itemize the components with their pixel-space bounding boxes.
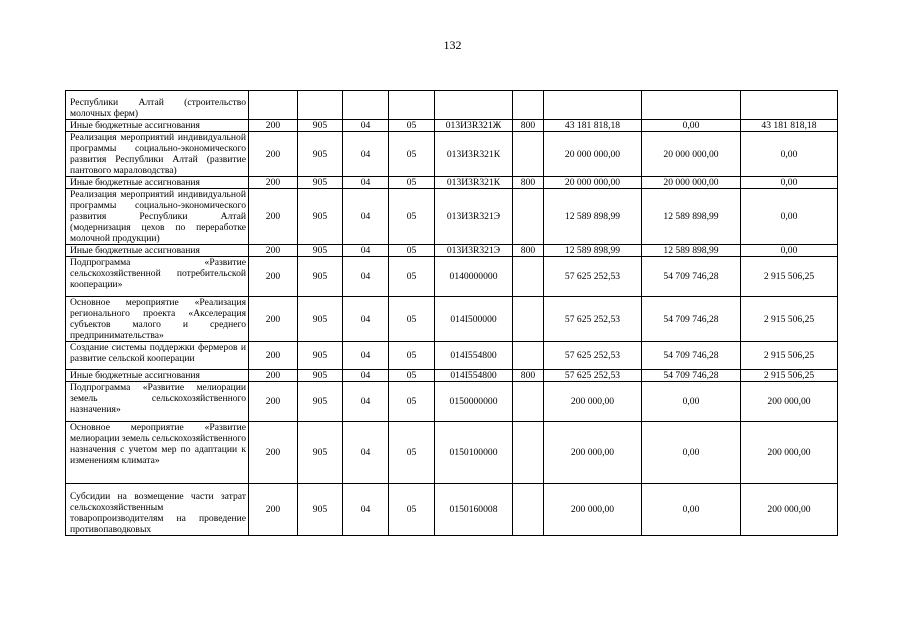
target-article-code-cell: 013И3R321Э xyxy=(435,189,513,245)
table-row xyxy=(66,342,838,370)
expense-type-code-cell xyxy=(513,257,544,297)
grbs-code-cell: 200 xyxy=(249,257,298,297)
row-name-cell: Создание системы поддержки фермеров и развитие сельской кооперации xyxy=(66,342,249,370)
section-code-cell: 04 xyxy=(343,189,389,245)
section-code-cell: 04 xyxy=(343,245,389,257)
dept-code-cell: 905 xyxy=(298,257,343,297)
expense-type-code-cell: 800 xyxy=(513,245,544,257)
dept-code-cell: 905 xyxy=(298,132,343,177)
subsection-code-cell: 05 xyxy=(389,132,435,177)
amount-col-2-cell: 54 709 746,28 xyxy=(642,297,741,342)
amount-col-1-cell: 200 000,00 xyxy=(544,484,642,536)
section-code-cell: 04 xyxy=(343,484,389,536)
row-name-cell: Реализация мероприятий индивидуальной программы социально-экономического развития Республики Алтай (модернизация цехов по переработке молочной продукции) xyxy=(66,189,249,245)
amount-col-2-cell: 54 709 746,28 xyxy=(642,342,741,370)
expense-type-code-cell xyxy=(513,189,544,245)
subsection-code-cell xyxy=(389,91,435,120)
amount-col-3-cell: 2 915 506,25 xyxy=(741,342,838,370)
expense-type-code-cell xyxy=(513,422,544,484)
expense-type-code-cell xyxy=(513,297,544,342)
amount-col-3-cell: 2 915 506,25 xyxy=(741,297,838,342)
table-row xyxy=(66,120,838,132)
subsection-code-cell: 05 xyxy=(389,484,435,536)
amount-col-2-cell: 0,00 xyxy=(642,484,741,536)
row-name-cell: Иные бюджетные ассигнования xyxy=(66,177,249,189)
target-article-code-cell: 0150100000 xyxy=(435,422,513,484)
grbs-code-cell: 200 xyxy=(249,177,298,189)
row-name-cell: Основное мероприятие «Развитие мелиорации земель сельскохозяйственного назначения с учетом мер по адаптации к изменениям климата» xyxy=(66,422,249,484)
amount-col-3-cell: 0,00 xyxy=(741,177,838,189)
section-code-cell xyxy=(343,91,389,120)
target-article-code-cell: 0140000000 xyxy=(435,257,513,297)
row-name-cell: Иные бюджетные ассигнования xyxy=(66,245,249,257)
table-row xyxy=(66,132,838,177)
row-name-cell: Подпрограмма «Развитие сельскохозяйственной потребительской кооперации» xyxy=(66,257,249,297)
target-article-code-cell xyxy=(435,91,513,120)
target-article-code-cell: 014I554800 xyxy=(435,342,513,370)
grbs-code-cell: 200 xyxy=(249,484,298,536)
section-code-cell: 04 xyxy=(343,257,389,297)
amount-col-1-cell: 43 181 818,18 xyxy=(544,120,642,132)
grbs-code-cell: 200 xyxy=(249,422,298,484)
row-name-cell: Республики Алтай (строительство молочных ферм) xyxy=(66,91,249,120)
subsection-code-cell: 05 xyxy=(389,422,435,484)
subsection-code-cell: 05 xyxy=(389,189,435,245)
amount-col-1-cell: 57 625 252,53 xyxy=(544,257,642,297)
amount-col-2-cell xyxy=(642,91,741,120)
section-code-cell: 04 xyxy=(343,382,389,422)
amount-col-2-cell: 12 589 898,99 xyxy=(642,189,741,245)
section-code-cell: 04 xyxy=(343,177,389,189)
target-article-code-cell: 014I554800 xyxy=(435,370,513,382)
table-row xyxy=(66,297,838,342)
section-code-cell: 04 xyxy=(343,132,389,177)
amount-col-2-cell: 20 000 000,00 xyxy=(642,132,741,177)
amount-col-3-cell: 2 915 506,25 xyxy=(741,370,838,382)
table-row xyxy=(66,257,838,297)
dept-code-cell: 905 xyxy=(298,120,343,132)
amount-col-1-cell: 20 000 000,00 xyxy=(544,132,642,177)
subsection-code-cell: 05 xyxy=(389,297,435,342)
row-name-cell: Иные бюджетные ассигнования xyxy=(66,120,249,132)
grbs-code-cell: 200 xyxy=(249,120,298,132)
grbs-code-cell: 200 xyxy=(249,297,298,342)
amount-col-3-cell: 0,00 xyxy=(741,245,838,257)
section-code-cell: 04 xyxy=(343,422,389,484)
grbs-code-cell: 200 xyxy=(249,189,298,245)
table-row xyxy=(66,91,838,120)
subsection-code-cell: 05 xyxy=(389,342,435,370)
amount-col-1-cell: 57 625 252,53 xyxy=(544,342,642,370)
table-row xyxy=(66,370,838,382)
table-row xyxy=(66,422,838,484)
row-name-cell: Субсидии на возмещение части затрат сельскохозяйственным товаропроизводителям на проведение противопаводковых xyxy=(66,484,249,536)
amount-col-2-cell: 54 709 746,28 xyxy=(642,370,741,382)
expense-type-code-cell: 800 xyxy=(513,120,544,132)
expense-type-code-cell xyxy=(513,342,544,370)
amount-col-3-cell: 200 000,00 xyxy=(741,422,838,484)
target-article-code-cell: 013И3R321Ж xyxy=(435,120,513,132)
grbs-code-cell: 200 xyxy=(249,382,298,422)
section-code-cell: 04 xyxy=(343,370,389,382)
table-body xyxy=(66,91,838,536)
expense-type-code-cell: 800 xyxy=(513,177,544,189)
amount-col-1-cell: 20 000 000,00 xyxy=(544,177,642,189)
expense-type-code-cell xyxy=(513,382,544,422)
amount-col-2-cell: 0,00 xyxy=(642,422,741,484)
amount-col-2-cell: 0,00 xyxy=(642,120,741,132)
dept-code-cell xyxy=(298,91,343,120)
dept-code-cell: 905 xyxy=(298,422,343,484)
subsection-code-cell: 05 xyxy=(389,257,435,297)
section-code-cell: 04 xyxy=(343,342,389,370)
expense-type-code-cell xyxy=(513,484,544,536)
amount-col-1-cell: 200 000,00 xyxy=(544,422,642,484)
dept-code-cell: 905 xyxy=(298,297,343,342)
amount-col-1-cell: 12 589 898,99 xyxy=(544,245,642,257)
dept-code-cell: 905 xyxy=(298,370,343,382)
amount-col-1-cell: 12 589 898,99 xyxy=(544,189,642,245)
table-row xyxy=(66,245,838,257)
dept-code-cell: 905 xyxy=(298,245,343,257)
grbs-code-cell: 200 xyxy=(249,370,298,382)
amount-col-1-cell xyxy=(544,91,642,120)
amount-col-1-cell: 57 625 252,53 xyxy=(544,370,642,382)
amount-col-2-cell: 0,00 xyxy=(642,382,741,422)
table-row xyxy=(66,177,838,189)
row-name-cell: Основное мероприятие «Реализация регионального проекта «Акселерация субъектов малого и среднего предпринимательства» xyxy=(66,297,249,342)
subsection-code-cell: 05 xyxy=(389,120,435,132)
amount-col-2-cell: 12 589 898,99 xyxy=(642,245,741,257)
row-name-cell: Иные бюджетные ассигнования xyxy=(66,370,249,382)
amount-col-3-cell xyxy=(741,91,838,120)
grbs-code-cell xyxy=(249,91,298,120)
target-article-code-cell: 013И3R321Э xyxy=(435,245,513,257)
grbs-code-cell: 200 xyxy=(249,245,298,257)
budget-table xyxy=(65,90,838,536)
amount-col-3-cell: 0,00 xyxy=(741,189,838,245)
amount-col-3-cell: 200 000,00 xyxy=(741,484,838,536)
subsection-code-cell: 05 xyxy=(389,245,435,257)
target-article-code-cell: 013И3R321К xyxy=(435,177,513,189)
table-row xyxy=(66,382,838,422)
amount-col-3-cell: 43 181 818,18 xyxy=(741,120,838,132)
expense-type-code-cell xyxy=(513,132,544,177)
subsection-code-cell: 05 xyxy=(389,177,435,189)
table-row xyxy=(66,189,838,245)
dept-code-cell: 905 xyxy=(298,382,343,422)
amount-col-1-cell: 57 625 252,53 xyxy=(544,297,642,342)
target-article-code-cell: 013И3R321К xyxy=(435,132,513,177)
amount-col-3-cell: 200 000,00 xyxy=(741,382,838,422)
table-row xyxy=(66,484,838,536)
subsection-code-cell: 05 xyxy=(389,382,435,422)
page-number: 132 xyxy=(443,38,462,52)
amount-col-3-cell: 0,00 xyxy=(741,132,838,177)
dept-code-cell: 905 xyxy=(298,342,343,370)
grbs-code-cell: 200 xyxy=(249,342,298,370)
target-article-code-cell: 0150000000 xyxy=(435,382,513,422)
row-name-cell: Подпрограмма «Развитие мелиорации земель сельскохозяйственного назначения» xyxy=(66,382,249,422)
amount-col-1-cell: 200 000,00 xyxy=(544,382,642,422)
dept-code-cell: 905 xyxy=(298,177,343,189)
amount-col-3-cell: 2 915 506,25 xyxy=(741,257,838,297)
dept-code-cell: 905 xyxy=(298,484,343,536)
section-code-cell: 04 xyxy=(343,297,389,342)
amount-col-2-cell: 20 000 000,00 xyxy=(642,177,741,189)
expense-type-code-cell xyxy=(513,91,544,120)
target-article-code-cell: 014I500000 xyxy=(435,297,513,342)
section-code-cell: 04 xyxy=(343,120,389,132)
amount-col-2-cell: 54 709 746,28 xyxy=(642,257,741,297)
grbs-code-cell: 200 xyxy=(249,132,298,177)
target-article-code-cell: 0150160008 xyxy=(435,484,513,536)
row-name-cell: Реализация мероприятий индивидуальной программы социально-экономического развития Республики Алтай (развитие пантового мараловодства) xyxy=(66,132,249,177)
subsection-code-cell: 05 xyxy=(389,370,435,382)
expense-type-code-cell: 800 xyxy=(513,370,544,382)
dept-code-cell: 905 xyxy=(298,189,343,245)
